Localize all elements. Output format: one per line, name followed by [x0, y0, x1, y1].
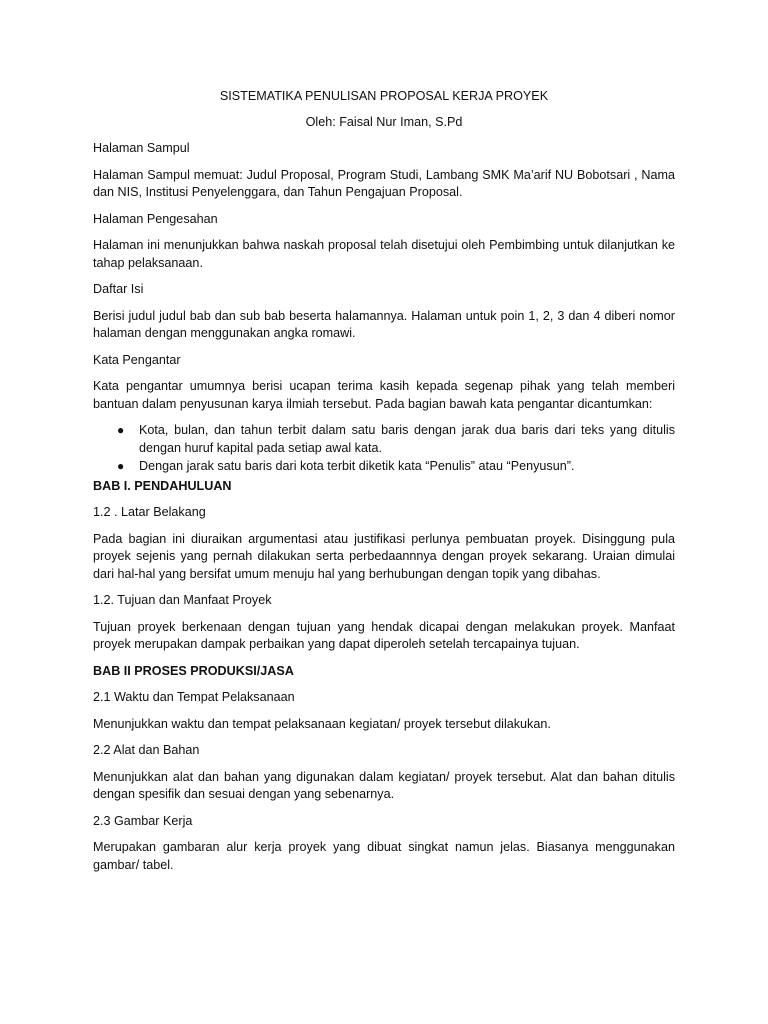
subsection-body-tujuan-manfaat: Tujuan proyek berkenaan dengan tujuan yang hendak dicapai dengan melakukan proyek. Manfaat proyek merupakan dampak perbaikan yang dapat diperoleh setelah tercapainya tujuan.: [93, 619, 675, 651]
subsection-heading-waktu-tempat: 2.1 Waktu dan Tempat Pelaksanaan: [93, 690, 295, 704]
subsection-heading-tujuan-manfaat: 1.2. Tujuan dan Manfaat Proyek: [93, 593, 272, 607]
chapter-heading-bab-2: BAB II PROSES PRODUKSI/JASA: [93, 663, 294, 678]
subsection-body-latar-belakang: Pada bagian ini diuraikan argumentasi atau justifikasi perlunya pembuatan proyek. Disinggung pula proyek sejenis yang pernah dilakukan serta perbedaannnya dengan proyek sekarang. Uraian dimulai dari hal-hal yang bersifat umum menuju hal yang berhubungan dengan topik yang dibahas.: [93, 531, 675, 581]
subsection-heading-latar-belakang: 1.2 . Latar Belakang: [93, 505, 206, 519]
list-item: [117, 458, 675, 476]
section-body-kata-pengantar: Kata pengantar umumnya berisi ucapan terima kasih kepada segenap pihak yang telah memberi bantuan dalam penyusunan karya ilmiah tersebut. Pada bagian bawah kata pengantar dicantumkan:: [93, 379, 675, 411]
list-item-text: Dengan jarak satu baris dari kota terbit diketik kata “Penulis” atau “Penyusun”.: [139, 459, 575, 473]
bullet-icon: ●: [117, 459, 125, 473]
chapter-heading-bab-1: BAB I. PENDAHULUAN: [93, 478, 232, 493]
section-heading-kata-pengantar: Kata Pengantar: [93, 352, 181, 367]
document-content: [93, 88, 675, 883]
bullet-icon: ●: [117, 423, 125, 437]
document-author: Oleh: Faisal Nur Iman, S.Pd: [305, 114, 463, 129]
list-item: [117, 422, 675, 457]
section-body-halaman-sampul: Halaman Sampul memuat: Judul Proposal, Program Studi, Lambang SMK Ma’arif NU Bobotsari , Nama dan NIS, Institusi Penyelenggara, dan Tahun Pengajuan Proposal.: [93, 167, 675, 199]
list-item-text: Kota, bulan, dan tahun terbit dalam satu baris dengan jarak dua baris dari teks yang ditulis dengan huruf kapital pada setiap awal kata.: [139, 423, 675, 455]
document-title: SISTEMATIKA PENULISAN PROPOSAL KERJA PROYEK: [219, 89, 549, 103]
kata-pengantar-bullet-list: [93, 422, 675, 476]
subsection-heading-gambar-kerja: 2.3 Gambar Kerja: [93, 813, 193, 828]
section-heading-halaman-pengesahan: Halaman Pengesahan: [93, 211, 218, 226]
subsection-body-alat-bahan: Menunjukkan alat dan bahan yang digunakan dalam kegiatan/ proyek tersebut. Alat dan bahan ditulis dengan spesifik dan sesuai dengan yang sebenarnya.: [93, 769, 675, 801]
section-body-daftar-isi: Berisi judul judul bab dan sub bab beserta halamannya. Halaman untuk poin 1, 2, 3 dan 4 diberi nomor halaman dengan menggunakan angka romawi.: [93, 308, 675, 340]
section-body-halaman-pengesahan: Halaman ini menunjukkan bahwa naskah proposal telah disetujui oleh Pembimbing untuk dilanjutkan ke tahap pelaksanaan.: [93, 238, 675, 270]
subsection-heading-alat-bahan: 2.2 Alat dan Bahan: [93, 743, 200, 757]
section-heading-halaman-sampul: Halaman Sampul: [93, 141, 190, 155]
subsection-body-gambar-kerja: Merupakan gambaran alur kerja proyek yang dibuat singkat namun jelas. Biasanya menggunakan gambar/ tabel.: [93, 840, 675, 872]
section-heading-daftar-isi: Daftar Isi: [93, 282, 144, 296]
subsection-body-waktu-tempat: Menunjukkan waktu dan tempat pelaksanaan kegiatan/ proyek tersebut dilakukan.: [93, 716, 551, 731]
